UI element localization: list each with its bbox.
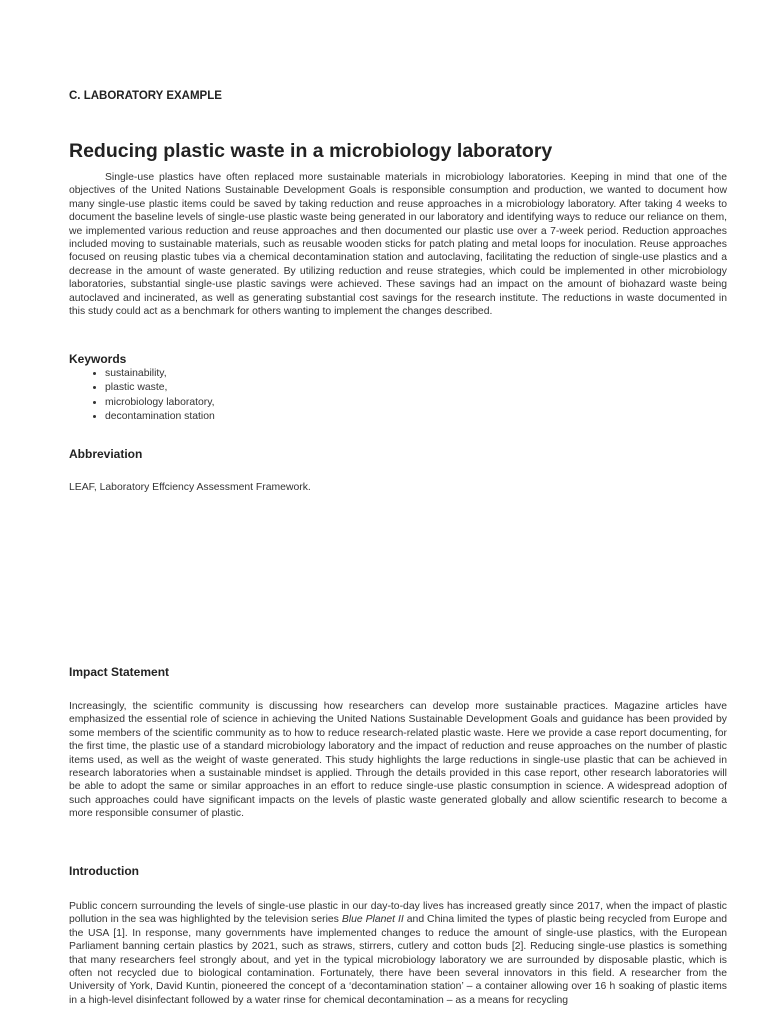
impact-statement-paragraph: Increasingly, the scientific community is discussing how researchers can develop more sustainable practices. Magazine articles have emphasized the essential role of science in achieving the United Nations Sustainable Development Goals and guidance has been provided by some members of the scientific community as to how to reduce research-related plastic waste. Here we provide a case report documenting, for the first time, the plastic use of a standard microbiology laboratory and the impact of reduction and reuse approaches on the number of plastic items used, as well as the weight of waste generated. This study highlights the large reductions in single-use plastic that can be achieved in research laboratories when a sustainable mindset is applied. Through the details provided in this case report, other research laboratories will be able to adopt the same or similar approaches in an effort to reduce single-use plastic consumption in science. A widespread adoption of such approaches could have significant impacts on the levels of plastic waste generated globally and allow scientific research to become a more responsible consumer of plastic. (69, 701, 727, 820)
abbreviation-heading: Abbreviation (69, 447, 143, 461)
keyword-item: • plastic waste, (105, 381, 215, 395)
intro-text-rest: and China limited the types of plastic being recycled from Europe and the USA [1]. In response, many governments have implemented changes to reduce the amount of single-use plastics, with the European Parliament banning certain plastics by 2021, such as straws, stirrers, cutlery and cotton buds [2]. Reducing single-use plastics is something that many researchers feel strongly about, and yet in the typical microbiology laboratory we are surrounded by disposable plastic, which is often not recycled due to biological contamination. Fortunately, there have been several innovators in this field. A researcher from the University of York, David Kuntin, pioneered the concept of a ‘decontamination station’ – a container allowing over 16 h soaking of plastic items in a high-level disinfectant followed by a water rinse for chemical decontamination – as a means for recycling (69, 914, 727, 1006)
abstract-paragraph: Single-use plastics have often replaced more sustainable materials in microbiology laboratories. Keeping in mind that one of the objectives of the United Nations Sustainable Development Goals is responsible consumption and production, we wanted to document how many single-use plastic items could be saved by taking reduction and reuse approaches in a microbiology laboratory. After taking 4 weeks to document the baseline levels of single-use plastic waste being generated in our laboratory and identifying ways to reduce our reliance on them, we implemented various reduction and reuse approaches and then documented our plastic use over a 7-week period. Reduction approaches included moving to sustainable materials, such as reusable wooden sticks for patch plating and metal loops for inoculation. Reuse approaches focused on reusing plastic tubes via a chemical decontamination station and autoclaving, facilitating the reduction of single-use plastics and a decrease in the amount of waste generated. By utilizing reduction and reuse strategies, which could be implemented in other microbiology laboratories, substantial single-use plastic savings were achieved. These savings had an impact on the amount of biohazard waste being autoclaved and incinerated, as well as generating substantial cost savings for the research institute. The reductions in waste documented in this study could act as a benchmark for others wanting to implement the changes described. (69, 172, 727, 318)
abbreviation-text: LEAF, Laboratory Effciency Assessment Framework. (69, 482, 311, 493)
keyword-item: • sustainability, (105, 367, 215, 381)
series-title: Blue Planet II (341, 914, 404, 926)
introduction-paragraph (69, 900, 727, 1007)
keywords-list (87, 367, 215, 425)
section-label: C. LABORATORY EXAMPLE (69, 90, 222, 102)
keywords-heading: Keywords (69, 352, 127, 366)
introduction-heading: Introduction (69, 864, 139, 878)
intro-text-start: Public concern surrounding the levels of single-use plastic in our day-to-day lives has increased greatly since 2017, when the impact of plastic pollution in the sea was highlighted by the television series (69, 901, 727, 926)
impact-statement-heading: Impact Statement (69, 665, 170, 679)
keyword-item: • decontamination station (105, 410, 215, 424)
keyword-item: • microbiology laboratory, (105, 396, 215, 410)
article-title: Reducing plastic waste in a microbiology laboratory (69, 140, 553, 162)
